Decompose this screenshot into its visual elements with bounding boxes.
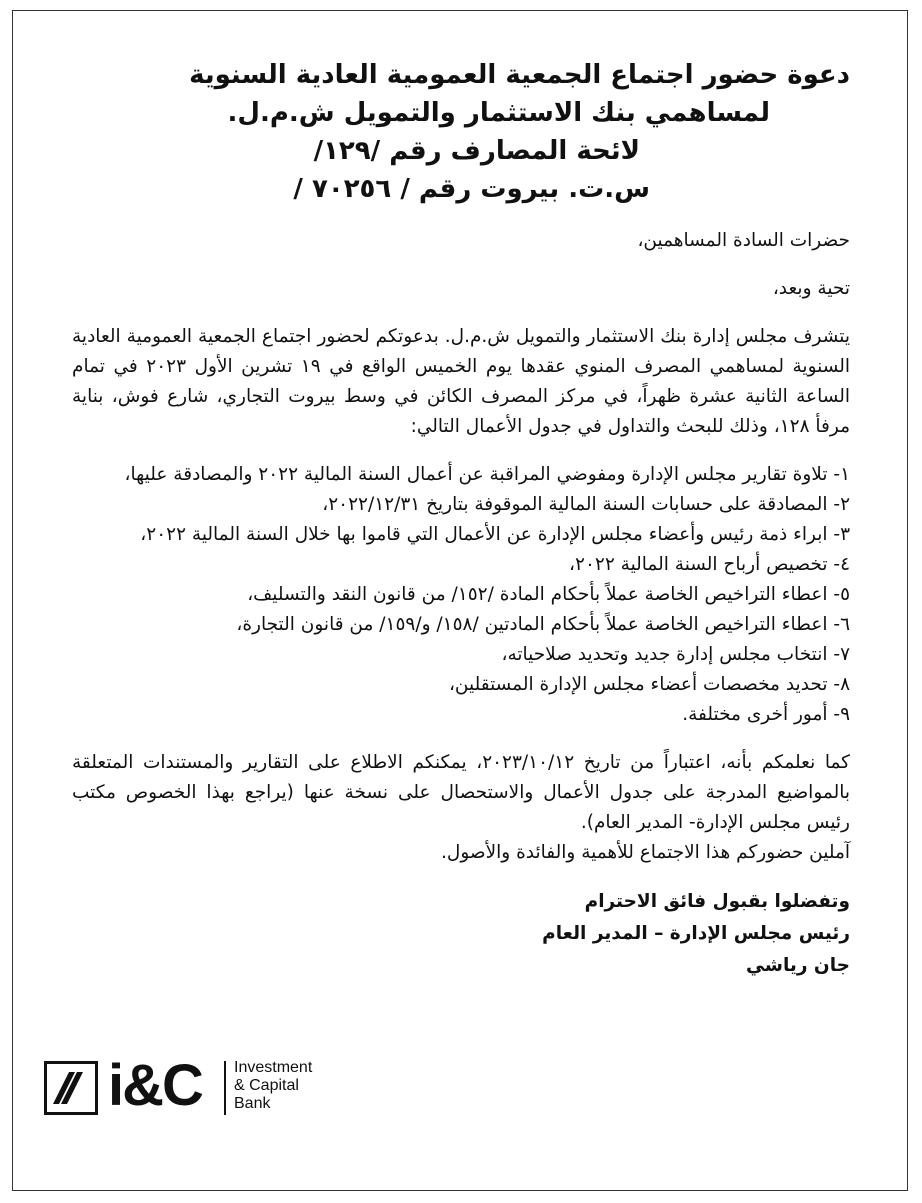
agenda-item: ٦- اعطاء التراخيص الخاصة عملاً بأحكام المادتين /١٥٨/ و/١٥٩/ من قانون التجارة،: [236, 614, 850, 635]
agenda-item: ٧- انتخاب مجلس إدارة جديد وتحديد صلاحياته،: [501, 644, 850, 665]
signature-block: [72, 886, 850, 982]
salutation: حضرات السادة المساهمين،: [637, 230, 850, 251]
closing-line: آملين حضوركم هذا الاجتماع للأهمية والفائدة والأصول.: [441, 842, 850, 863]
agenda-item: ٤- تخصيص أرباح السنة المالية ٢٠٢٢،: [569, 554, 850, 575]
signature-regards: وتفضلوا بقبول فائق الاحترام: [584, 891, 850, 912]
title-line-1: دعوة حضور اجتماع الجمعية العمومية العادية السنوية: [189, 60, 850, 90]
bank-logo: [44, 1053, 344, 1119]
title-line-4: س.ت. بيروت رقم / ٧٠٢٥٦ /: [293, 174, 650, 204]
logo-line-3: Bank: [234, 1095, 271, 1112]
logo-wordmark: i&C: [108, 1053, 202, 1118]
document-title: [72, 56, 850, 208]
diagonal-stripes-icon: [44, 1061, 98, 1115]
signature-name: جان رياشي: [746, 955, 850, 976]
agenda-item: ٢- المصادقة على حسابات السنة المالية الموقوفة بتاريخ ٢٠٢٢/١٢/٣١،: [322, 494, 850, 515]
signature-position: رئيس مجلس الإدارة – المدير العام: [542, 923, 850, 944]
logo-line-2: & Capital: [234, 1077, 299, 1094]
agenda-item: ٣- ابراء ذمة رئيس وأعضاء مجلس الإدارة عن الأعمال التي قاموا بها خلال السنة المالية ٢٠٢٢،: [140, 524, 850, 545]
invitation-content: [72, 56, 850, 982]
notice-paragraph: كما نعلمكم بأنه، اعتباراً من تاريخ ٢٠٢٣/١٠/١٢، يمكنكم الاطلاع على التقارير والمستندات المتعلقة بالمواضيع المدرجة على جدول الأعمال والاستحصال على نسخة عنها (يراجع بهذا الخصوص مكتب رئيس مجلس الإدارة- المدير العام).: [72, 752, 850, 833]
agenda-item: ٥- اعطاء التراخيص الخاصة عملاً بأحكام المادة /١٥٢/ من قانون النقد والتسليف،: [247, 584, 850, 605]
greeting: تحية وبعد،: [772, 278, 850, 299]
logo-divider: [224, 1061, 226, 1115]
agenda-item: ١- تلاوة تقارير مجلس الإدارة ومفوضي المراقبة عن أعمال السنة المالية ٢٠٢٢ والمصادقة عليها،: [124, 464, 850, 485]
agenda-list: [72, 460, 850, 730]
logo-bank-name: [234, 1059, 312, 1113]
title-line-2: لمساهمي بنك الاستثمار والتمويل ش.م.ل.: [227, 98, 770, 128]
title-line-3: لائحة المصارف رقم /١٢٩/: [313, 136, 640, 166]
agenda-item: ٨- تحديد مخصصات أعضاء مجلس الإدارة المستقلين،: [448, 674, 850, 695]
logo-line-1: Investment: [234, 1059, 313, 1076]
agenda-item: ٩- أمور أخرى مختلفة.: [682, 704, 850, 725]
intro-paragraph: يتشرف مجلس إدارة بنك الاستثمار والتمويل ش.م.ل. بدعوتكم لحضور اجتماع الجمعية العمومية العادية السنوية لمساهمي المصرف المنوي عقدها يوم الخميس الواقع في ١٩ تشرين الأول ٢٠٢٣ في تمام الساعة الثانية عشرة ظهراً، في مركز المصرف الكائن في وسط بيروت التجاري، شارع فوش، بناية مرفأ ١٢٨، وذلك للبحث والتداول في جدول الأعمال التالي:: [72, 326, 850, 437]
